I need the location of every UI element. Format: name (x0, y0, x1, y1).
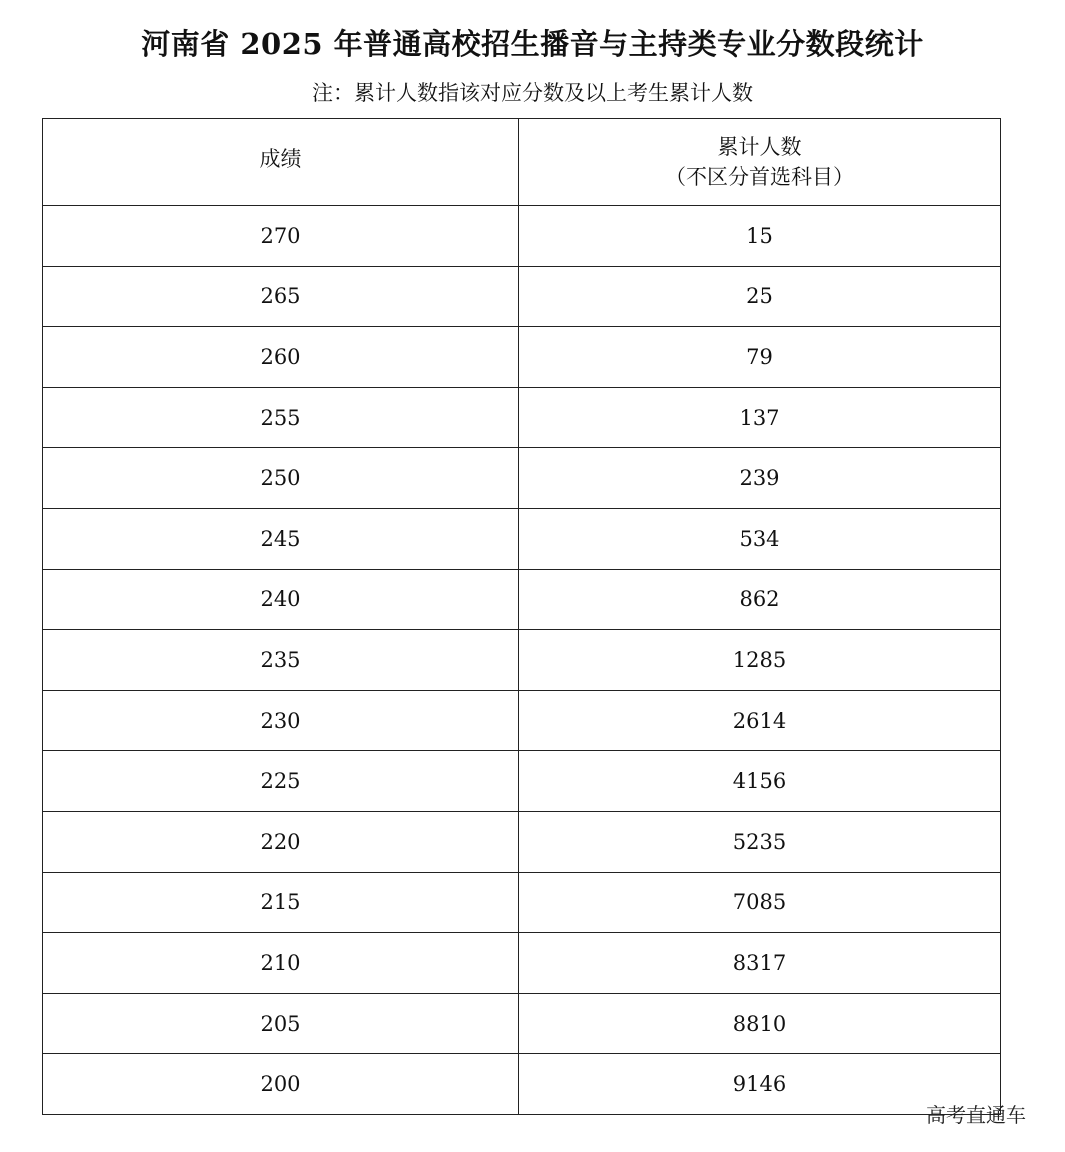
table-row (43, 266, 1001, 327)
table-row (43, 1054, 1001, 1115)
watermark-text: 高考直通车 (926, 1103, 1026, 1127)
table-row (43, 933, 1001, 994)
table-row (43, 811, 1001, 872)
table-row (43, 993, 1001, 1054)
score-cell: 225 (43, 751, 519, 812)
score-cell: 270 (43, 206, 519, 267)
count-cell: 862 (519, 569, 1001, 630)
count-cell: 15 (519, 206, 1001, 267)
score-cell: 210 (43, 933, 519, 994)
header-score: 成绩 (43, 119, 519, 206)
page-title: 河南省 2025 年普通高校招生播音与主持类专业分数段统计 (141, 27, 924, 61)
count-cell: 8317 (519, 933, 1001, 994)
score-cell: 215 (43, 872, 519, 933)
header-count-line1: 累计人数 (717, 135, 802, 159)
count-cell: 1285 (519, 630, 1001, 691)
count-cell: 2614 (519, 690, 1001, 751)
count-cell: 9146 (519, 1054, 1001, 1115)
score-cell: 220 (43, 811, 519, 872)
score-cell: 265 (43, 266, 519, 327)
header-count-line2: （不区分首选科目） (665, 165, 854, 189)
count-cell: 5235 (519, 811, 1001, 872)
header-cumulative-count (519, 119, 1001, 206)
table-row (43, 751, 1001, 812)
count-cell: 4156 (519, 751, 1001, 812)
score-cell: 240 (43, 569, 519, 630)
count-cell: 7085 (519, 872, 1001, 933)
table-row (43, 448, 1001, 509)
table-row (43, 206, 1001, 267)
score-distribution-table (42, 118, 1001, 1115)
count-cell: 534 (519, 508, 1001, 569)
table-row (43, 327, 1001, 388)
count-cell: 25 (519, 266, 1001, 327)
table-note: 注：累计人数指该对应分数及以上考生累计人数 (312, 81, 753, 105)
score-cell: 245 (43, 508, 519, 569)
score-cell: 200 (43, 1054, 519, 1115)
score-cell: 255 (43, 387, 519, 448)
score-cell: 230 (43, 690, 519, 751)
count-cell: 239 (519, 448, 1001, 509)
count-cell: 79 (519, 327, 1001, 388)
score-cell: 260 (43, 327, 519, 388)
table-row (43, 872, 1001, 933)
count-cell: 8810 (519, 993, 1001, 1054)
score-cell: 250 (43, 448, 519, 509)
table-row (43, 569, 1001, 630)
table-header-row (43, 119, 1001, 206)
count-cell: 137 (519, 387, 1001, 448)
table-row (43, 387, 1001, 448)
score-cell: 235 (43, 630, 519, 691)
score-cell: 205 (43, 993, 519, 1054)
table-row (43, 508, 1001, 569)
table-row (43, 690, 1001, 751)
table-row (43, 630, 1001, 691)
